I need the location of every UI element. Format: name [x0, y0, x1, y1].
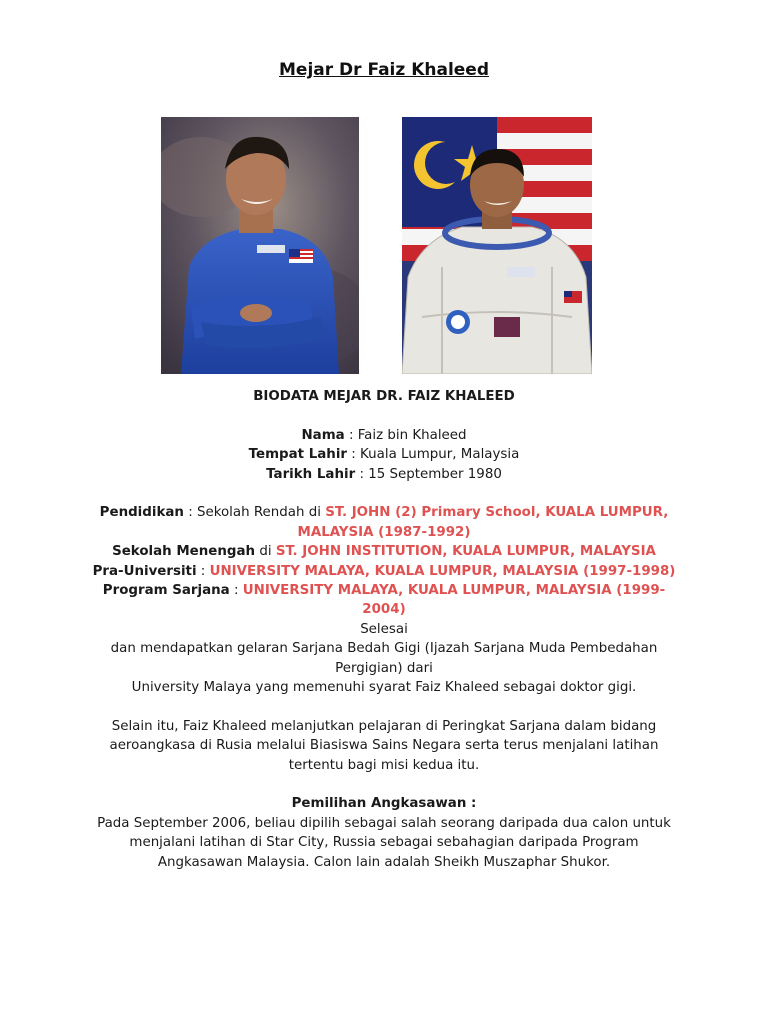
birthplace-row: Tempat Lahir : Kuala Lumpur, Malaysia [248, 447, 520, 463]
further-study-paragraph: Selain itu, Faiz Khaleed melanjutkan pelajaran di Peringkat Sarjana dalam bidang aeroangkasa di Rusia melalui Biasiswa Sains Negara serta terus menjalani latihan tertentu bagi misi kedua itu. [109, 718, 659, 773]
primary-school: ST. JOHN (2) Primary School, KUALA LUMPUR, MALAYSIA (1987-1992) [297, 505, 669, 540]
portrait-spacesuit-image [402, 117, 592, 374]
education-secondary: Sekolah Menengah di ST. JOHN INSTITUTION, KUALA LUMPUR, MALAYSIA [112, 544, 656, 560]
completion-line-1: Selesai [360, 621, 408, 637]
name-row: Nama : Faiz bin Khaleed [301, 427, 467, 443]
degree-school: UNIVERSITY MALAYA, KUALA LUMPUR, MALAYSIA (1999-2004) [242, 583, 666, 618]
completion-line-2: dan mendapatkan gelaran Sarjana Bedah Gigi (Ijazah Sarjana Muda Pembedahan Pergigian) dari [110, 641, 658, 676]
biodata-heading: BIODATA MEJAR DR. FAIZ KHALEED [253, 389, 515, 404]
selection-heading: Pemilihan Angkasawan : [291, 796, 477, 812]
education-primary: Pendidikan : Sekolah Rendah di ST. JOHN (2) Primary School, KUALA LUMPUR, MALAYSIA (1987-1992) [99, 505, 669, 540]
page-title: Mejar Dr Faiz Khaleed [279, 60, 489, 80]
portrait-flight-suit-image [161, 117, 359, 374]
selection-paragraph: Pada September 2006, beliau dipilih sebagai salah seorang daripada dua calon untuk menjalani latihan di Star City, Russia sebagai sebahagian daripada Program Angkasawan Malaysia. Calon lain adalah Sheikh Muszaphar Shukor. [97, 815, 671, 870]
preuniversity-school: UNIVERSITY MALAYA, KUALA LUMPUR, MALAYSIA (1997-1998) [209, 563, 676, 579]
biodata-content [90, 387, 678, 872]
birthdate-row: Tarikh Lahir : 15 September 1980 [266, 466, 502, 482]
education-degree: Program Sarjana : UNIVERSITY MALAYA, KUALA LUMPUR, MALAYSIA (1999-2004) [102, 583, 666, 618]
secondary-school: ST. JOHN INSTITUTION, KUALA LUMPUR, MALAYSIA [275, 544, 656, 560]
education-preuniversity: Pra-Universiti : UNIVERSITY MALAYA, KUALA LUMPUR, MALAYSIA (1997-1998) [92, 563, 676, 579]
completion-line-3: University Malaya yang memenuhi syarat Faiz Khaleed sebagai doktor gigi. [131, 680, 637, 696]
